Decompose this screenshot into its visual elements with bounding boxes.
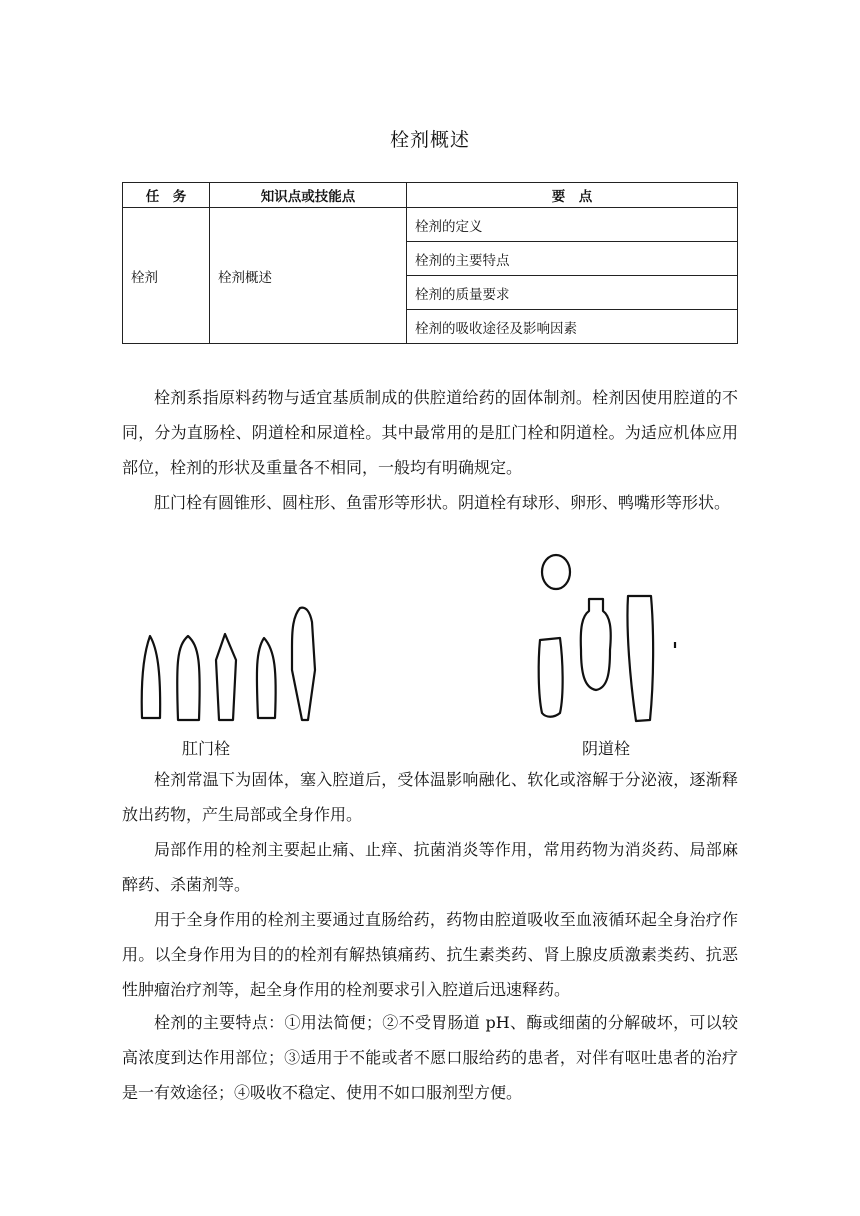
rectal-caption: 肛门栓 [182,739,231,758]
cell-point: 栓剂的定义 [407,208,738,242]
vaginal-suppository-figure [530,550,680,725]
table-header-row [123,183,738,208]
paragraph-mechanism: 栓剂常温下为固体，塞入腔道后，受体温影响融化、软化或溶解于分泌液，逐渐释放出药物，产生局部或全身作用。 [122,770,738,824]
paragraph-features: 栓剂的主要特点：①用法简便；②不受胃肠道 pH、酶或细菌的分解破坏，可以较高浓度到达作用部位；③适用于不能或者不愿口服给药的患者，对伴有呕吐患者的治疗是一有效途径；④吸收不稳定、使用不如口服剂型方便。 [122,1013,738,1102]
cell-knowledge: 栓剂概述 [210,208,407,344]
cell-point: 栓剂的吸收途径及影响因素 [407,310,738,344]
elongated-suppository-shape [627,596,653,721]
paragraph-local-action: 局部作用的栓剂主要起止痛、止痒、抗菌消炎等作用，常用药物为消炎药、局部麻醉药、杀菌剂等。 [122,840,738,894]
duckbill-suppository-shape [539,638,563,717]
paragraph-definition: 栓剂系指原料药物与适宜基质制成的供腔道给药的固体制剂。栓剂因使用腔道的不同，分为直肠栓、阴道栓和尿道栓。其中最常用的是肛门栓和阴道栓。为适应机体应用部位，栓剂的形状及重量各不相同，一般均有明确规定。 [122,388,738,477]
rectal-suppository-figure [130,600,330,730]
header-task: 任 务 [123,183,210,208]
paragraph-shapes: 肛门栓有圆锥形、圆柱形、鱼雷形等形状。阴道栓有球形、卵形、鸭嘴形等形状。 [154,493,731,512]
cell-point: 栓剂的主要特点 [407,242,738,276]
ovoid-suppository-shape [581,599,611,690]
paragraph-systemic-action: 用于全身作用的栓剂主要通过直肠给药，药物由腔道吸收至血液循环起全身治疗作用。以全身作用为目的的栓剂有解热镇痛药、抗生素类药、肾上腺皮质激素类药、抗恶性肿瘤治疗剂等，起全身作用的栓剂要求引入腔道后迅速释药。 [122,910,738,999]
header-knowledge: 知识点或技能点 [210,183,407,208]
cell-point: 栓剂的质量要求 [407,276,738,310]
page-title: 栓剂概述 [389,129,470,151]
cylindrical-suppository-shape [257,638,276,718]
header-points: 要 点 [407,183,738,208]
torpedo-suppository-shape [216,634,236,720]
vaginal-caption: 阴道栓 [582,739,631,758]
cell-task: 栓剂 [123,208,210,344]
bullet-suppository-shape [177,636,200,720]
table-row [123,208,738,242]
spherical-suppository-shape [542,555,570,589]
spindle-suppository-shape [292,608,315,720]
task-table [122,182,738,344]
conical-suppository-shape [142,636,160,718]
